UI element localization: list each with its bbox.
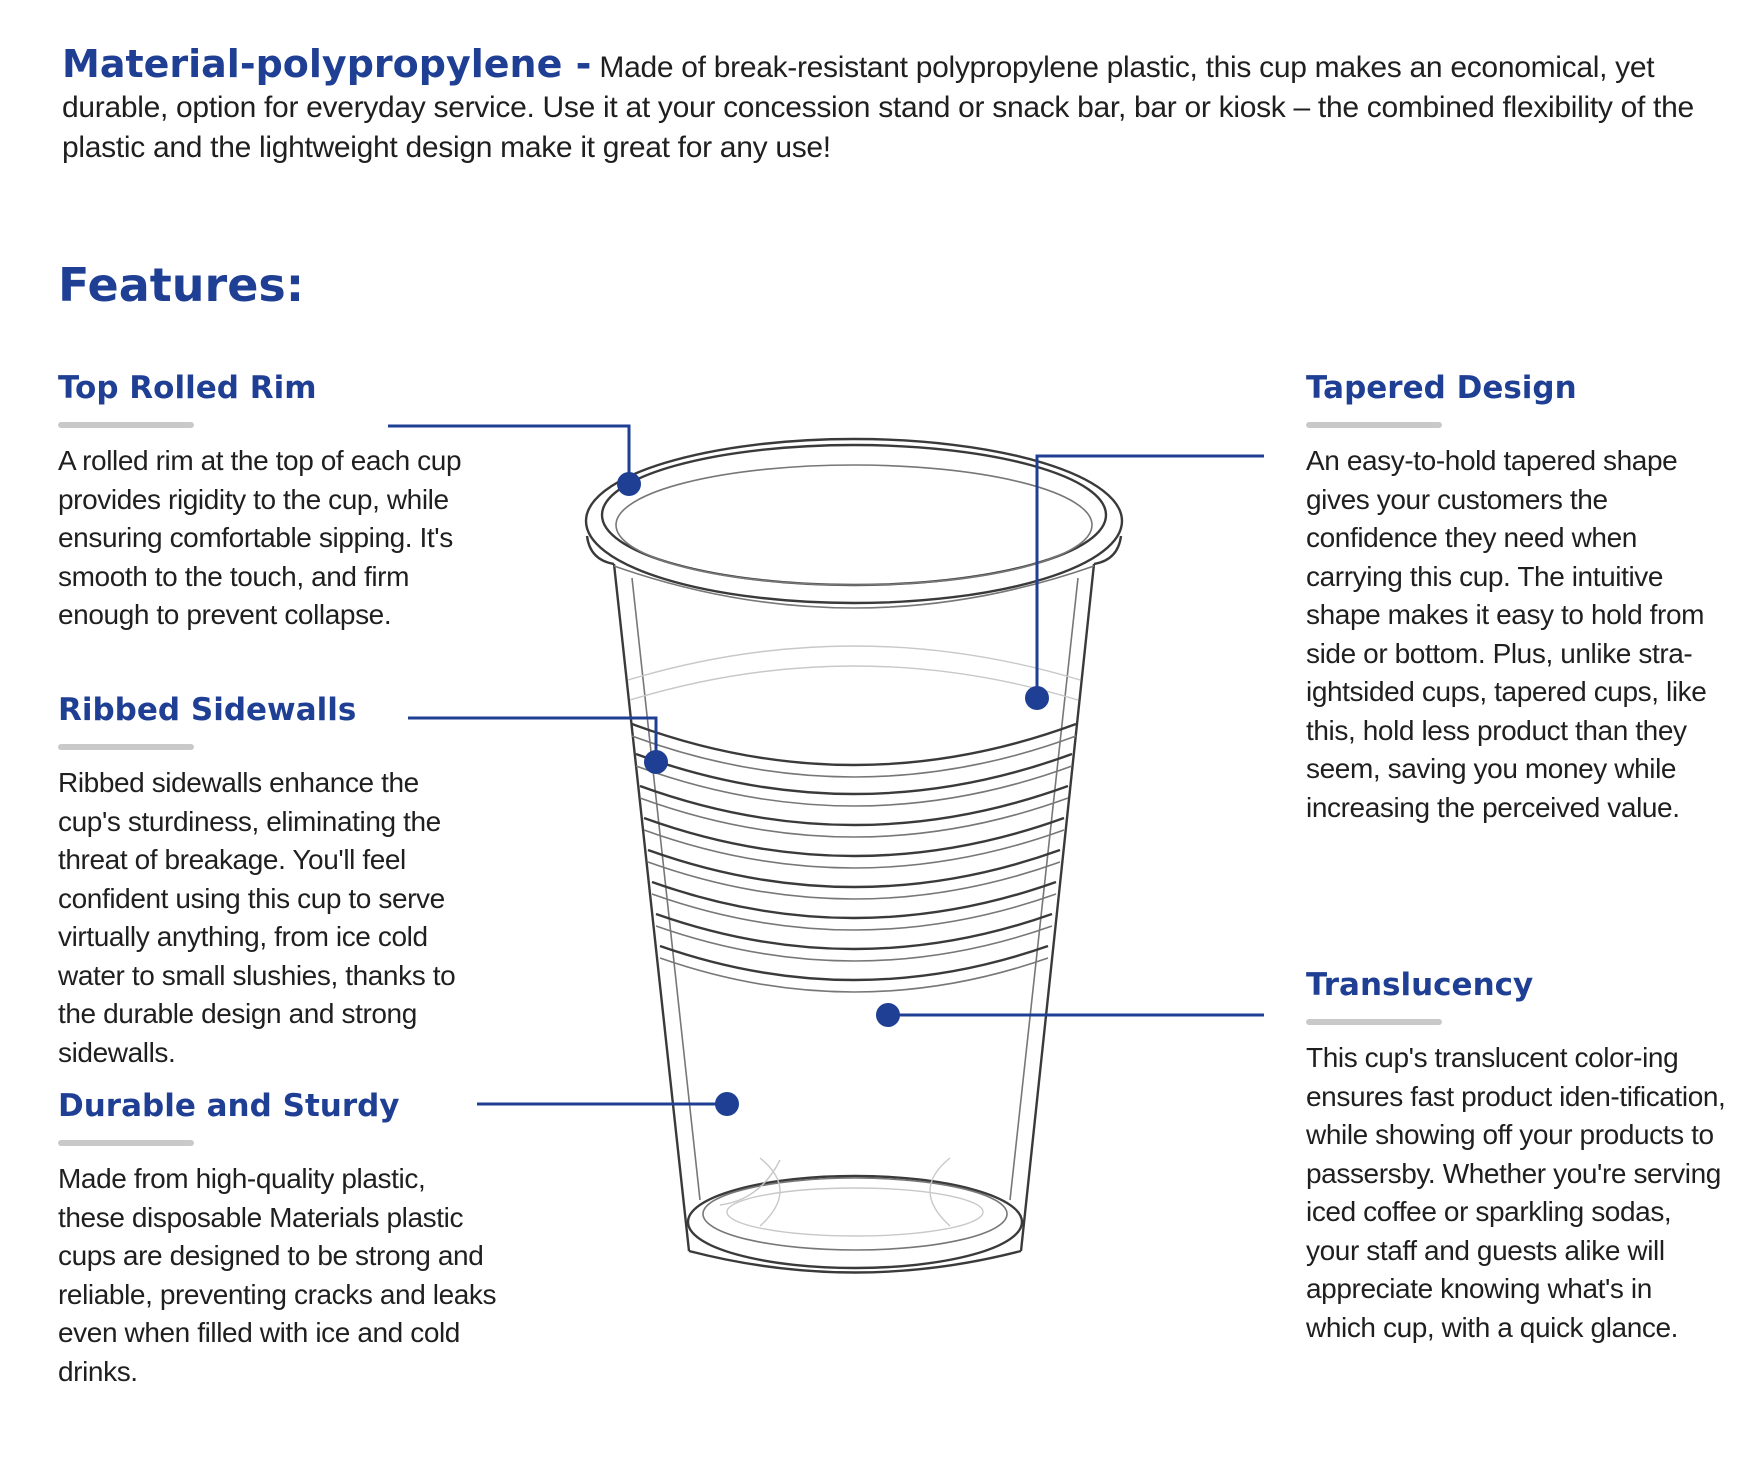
title-underline	[58, 422, 194, 428]
intro-paragraph	[62, 44, 1702, 168]
cup-base-outer	[688, 1176, 1022, 1268]
cup-right-wall	[1021, 564, 1094, 1251]
cup-illustration	[586, 439, 1122, 1273]
pointer-dot-ribbed	[644, 750, 668, 774]
feature-description: This cup's translucent color-ing ensures fast product iden-tification, while showing off your products to passersby. Whether you're serving iced coffee or sparkling sodas, your staff and guests alike will appreciate knowing what's in which cup, with a quick glance.	[1306, 1042, 1726, 1343]
cup-rim-inner	[602, 445, 1106, 585]
intro-lead: Material-polypropylene -	[62, 42, 592, 86]
pointer-dot-translucency	[876, 1003, 900, 1027]
feature-title: Translucency	[1306, 967, 1534, 1003]
title-underline	[58, 744, 194, 750]
feature-title: Top Rolled Rim	[58, 370, 317, 406]
feature-translucency	[1306, 965, 1726, 1347]
cup-ribs	[632, 724, 1076, 992]
feature-description: An easy-to-hold tapered shape gives your customers the confidence they need when carrying this cup. The intuitive shape makes it easy to hold from side or bottom. Plus, unlike stra-ightsided cups, tapered cups, like this, hold less product than they seem, saving you money while increasing the perceived value.	[1306, 445, 1707, 823]
feature-title: Durable and Sturdy	[58, 1088, 400, 1124]
title-underline	[1306, 1019, 1442, 1025]
title-underline	[1306, 422, 1442, 428]
feature-description: Ribbed sidewalls enhance the cup's sturdiness, eliminating the threat of breakage. You'll feel confident using this cup to serve virtually anything, from ice cold water to small slushies, thanks to the durable design and strong sidewalls.	[58, 767, 456, 1068]
feature-durable-and-sturdy	[58, 1086, 498, 1391]
title-underline	[58, 1140, 194, 1146]
feature-ribbed-sidewalls	[58, 690, 488, 1072]
pointer-dot-tapered	[1025, 686, 1049, 710]
intro-text: Made of break-resistant polypropylene plastic, this cup makes an economical, yet durable, option for everyday service. Use it at your concession stand or snack bar, bar or kiosk – the combined flexibility of the plastic and the lightweight design make it great for any use!	[62, 51, 1694, 164]
feature-top-rolled-rim	[58, 368, 488, 635]
leader-tapered	[1037, 456, 1264, 698]
features-title: Features:	[58, 258, 305, 312]
feature-tapered-design	[1306, 368, 1716, 827]
feature-title: Tapered Design	[1306, 370, 1577, 406]
pointer-dot-durable	[715, 1092, 739, 1116]
feature-description: A rolled rim at the top of each cup provides rigidity to the cup, while ensuring comfortable sipping. It's smooth to the touch, and firm enough to prevent collapse.	[58, 445, 462, 630]
feature-title: Ribbed Sidewalls	[58, 692, 357, 728]
cup-rim-outer	[586, 439, 1122, 603]
cup-left-wall	[614, 564, 689, 1251]
pointer-dot-rim	[617, 472, 641, 496]
feature-description: Made from high-quality plastic, these disposable Materials plastic cups are designed to be strong and reliable, preventing cracks and leaks even when filled with ice and cold drinks.	[58, 1163, 497, 1387]
